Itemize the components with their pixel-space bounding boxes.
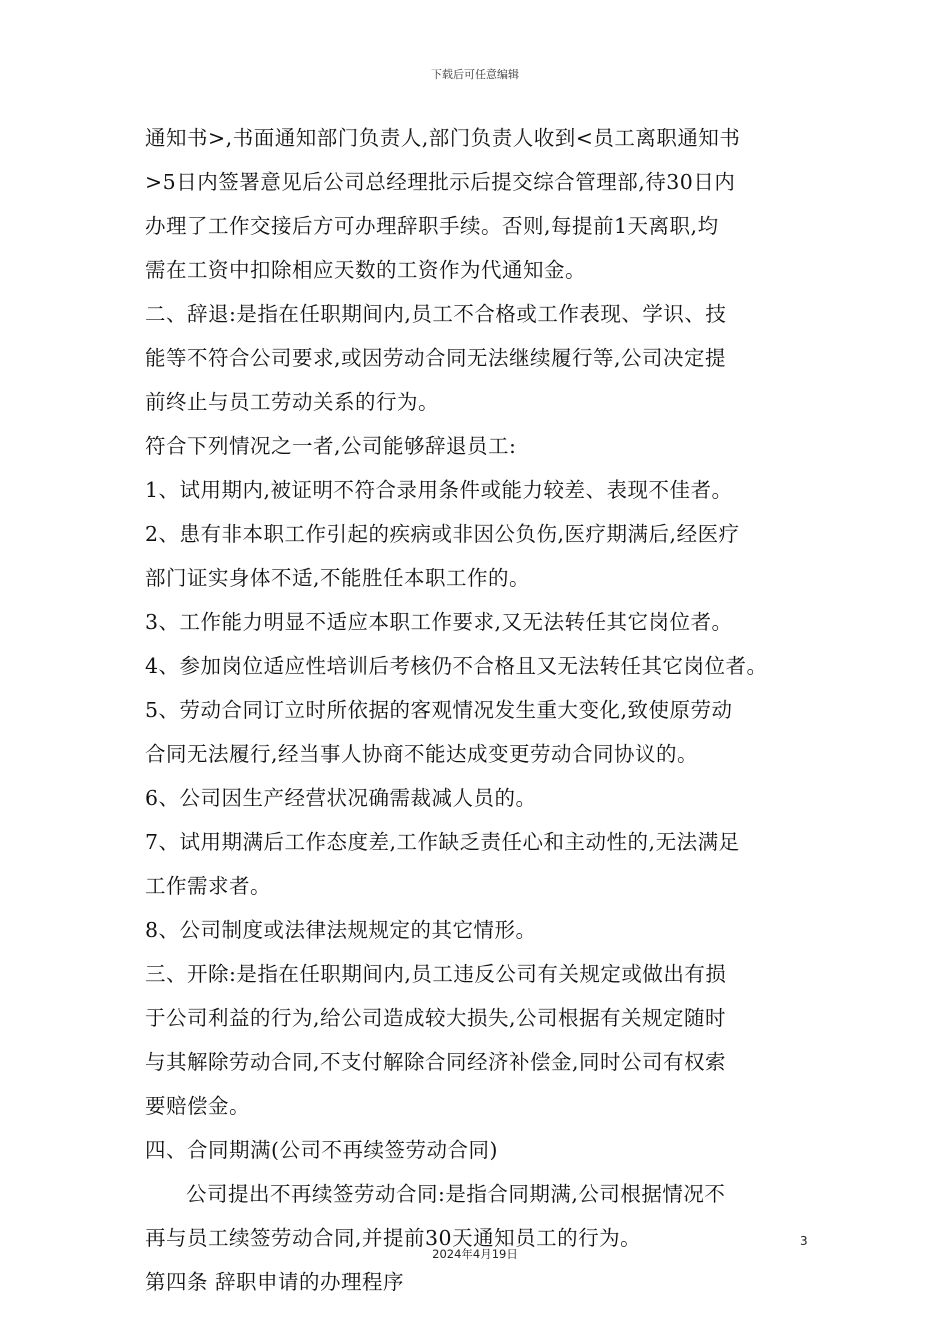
section-heading: 二、辞退:是指在任职期间内,员工不合格或工作表现、学识、技 — [145, 302, 727, 326]
page-number: 3 — [800, 1234, 808, 1248]
text-line: 能等不符合公司要求,或因劳动合同无法继续履行等,公司决定提 — [145, 346, 727, 370]
text-line: 通知书>,书面通知部门负责人,部门负责人收到<员工离职通知书 — [145, 126, 741, 150]
list-item: 8、公司制度或法律法规规定的其它情形。 — [145, 918, 537, 942]
text-line: 要赔偿金。 — [145, 1094, 250, 1118]
list-item: 1、试用期内,被证明不符合录用条件或能力较差、表现不佳者。 — [145, 478, 733, 502]
text-line: 符合下列情况之一者,公司能够辞退员工: — [145, 434, 517, 458]
text-line: 与其解除劳动合同,不支付解除合同经济补偿金,同时公司有权索 — [145, 1050, 727, 1074]
text-line: 办理了工作交接后方可办理辞职手续。否则,每提前1天离职,均 — [145, 214, 719, 238]
text-line: 合同无法履行,经当事人协商不能达成变更劳动合同协议的。 — [145, 742, 699, 766]
text-line: 工作需求者。 — [145, 874, 271, 898]
text-line: 需在工资中扣除相应天数的工资作为代通知金。 — [145, 258, 586, 282]
list-item: 3、工作能力明显不适应本职工作要求,又无法转任其它岗位者。 — [145, 610, 733, 634]
article-heading: 第四条 辞职申请的办理程序 — [145, 1270, 405, 1294]
text-line: 再与员工续签劳动合同,并提前30天通知员工的行为。 — [145, 1226, 642, 1250]
section-heading: 四、合同期满(公司不再续签劳动合同) — [145, 1138, 498, 1162]
footer-date: 2024年4月19日 — [432, 1247, 518, 1261]
text-line: 于公司利益的行为,给公司造成较大损失,公司根据有关规定随时 — [145, 1006, 727, 1030]
list-item: 7、试用期满后工作态度差,工作缺乏责任心和主动性的,无法满足 — [145, 830, 740, 854]
page-header: 下载后可任意编辑 — [431, 68, 519, 81]
text-line: 公司提出不再续签劳动合同:是指合同期满,公司根据情况不 — [186, 1182, 726, 1206]
section-heading: 三、开除:是指在任职期间内,员工违反公司有关规定或做出有损 — [145, 962, 727, 986]
list-item: 2、患有非本职工作引起的疾病或非因公负伤,医疗期满后,经医疗 — [145, 522, 740, 546]
text-line: 部门证实身体不适,不能胜任本职工作的。 — [145, 566, 531, 590]
list-item: 4、参加岗位适应性培训后考核仍不合格且又无法转任其它岗位者。 — [145, 654, 768, 678]
text-line: 前终止与员工劳动关系的行为。 — [145, 390, 439, 414]
list-item: 6、公司因生产经营状况确需裁减人员的。 — [145, 786, 537, 810]
list-item: 5、劳动合同订立时所依据的客观情况发生重大变化,致使原劳动 — [145, 698, 733, 722]
text-line: >5日内签署意见后公司总经理批示后提交综合管理部,待30日内 — [145, 170, 736, 194]
document-body — [145, 118, 835, 1306]
